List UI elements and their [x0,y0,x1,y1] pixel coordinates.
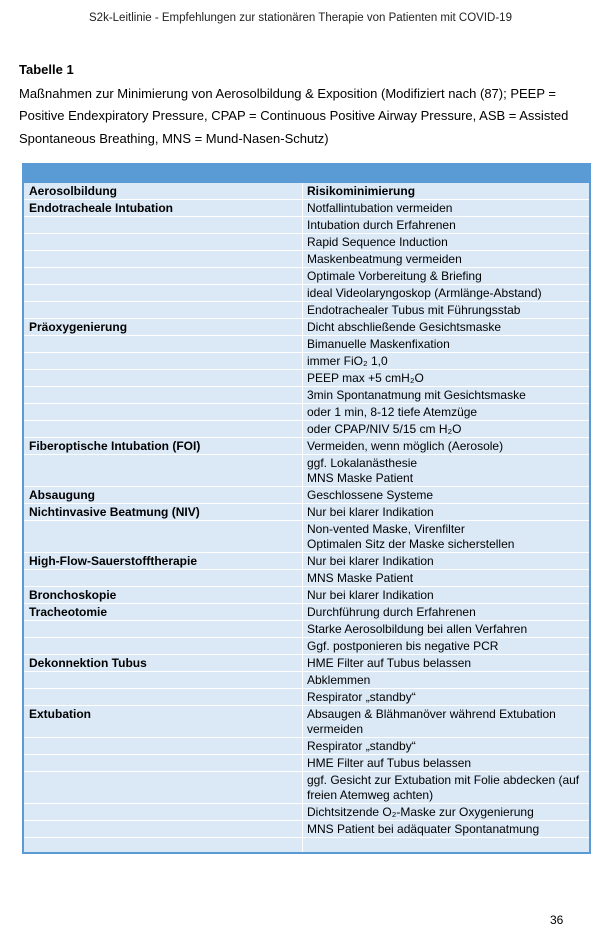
table-row [24,520,589,552]
category-cell [24,336,302,352]
measure-cell: Maskenbeatmung vermeiden [302,251,589,267]
table-row [24,386,589,403]
table-row [24,671,589,688]
measure-cell: Non-vented Maske, Virenfilter Optimalen Sitz der Maske sicherstellen [302,521,589,552]
measure-cell: oder 1 min, 8-12 tiefe Atemzüge [302,404,589,420]
table-row [24,503,589,520]
measure-cell: Nur bei klarer Indikation [302,587,589,603]
table-row [24,369,589,386]
table-row [24,603,589,620]
page-number: 36 [550,913,564,927]
category-cell: Präoxygenierung [29,320,128,334]
category-cell: Nichtinvasive Beatmung (NIV) [29,505,200,519]
category-cell: High-Flow-Sauerstofftherapie [29,554,198,568]
measure-cell: MNS Patient bei adäquater Spontanatmung [302,821,589,837]
measure-cell: Nur bei klarer Indikation [302,553,589,569]
category-cell: Dekonnektion Tubus [29,656,147,670]
category-cell [24,570,302,586]
column-header-risikominimierung: Risikominimierung [302,183,589,199]
category-cell [24,370,302,386]
table-row [24,620,589,637]
category-cell: Fiberoptische Intubation (FOI) [29,439,201,453]
table-row [24,250,589,267]
table-row [24,420,589,437]
table-row [24,569,589,586]
category-cell: Absaugung [29,488,95,502]
empty-cell [24,838,302,852]
measure-cell: Vermeiden, wenn möglich (Aerosole) [302,438,589,454]
measure-cell: HME Filter auf Tubus belassen [302,655,589,671]
category-cell [24,772,302,803]
category-cell: Bronchoskopie [29,588,117,602]
category-cell [24,755,302,771]
measure-cell: Abklemmen [302,672,589,688]
measure-cell: Respirator „standby“ [302,738,589,754]
measure-cell: Durchführung durch Erfahrenen [302,604,589,620]
table-title: Tabelle 1 [19,62,74,77]
table-row [24,335,589,352]
category-cell [24,521,302,552]
table-header-band [24,165,589,183]
table-row [24,199,589,216]
measure-cell: ggf. Lokalanästhesie MNS Maske Patient [302,455,589,486]
table-row [24,454,589,486]
measure-cell: Notfallintubation vermeiden [302,200,589,216]
measure-cell: oder CPAP/NIV 5/15 cm H₂O [302,421,589,437]
empty-cell [302,838,589,852]
measure-cell: 3min Spontanatmung mit Gesichtsmaske [302,387,589,403]
table-row [24,437,589,454]
table-row [24,552,589,569]
table-row [24,352,589,369]
table-row [24,486,589,503]
category-cell [24,804,302,820]
table-row [24,771,589,803]
measure-cell: Geschlossene Systeme [302,487,589,503]
measure-cell: HME Filter auf Tubus belassen [302,755,589,771]
measure-cell: ggf. Gesicht zur Extubation mit Folie abdecken (auf freien Atemweg achten) [302,772,589,803]
category-cell [24,621,302,637]
category-cell [24,421,302,437]
category-cell: Tracheotomie [29,605,108,619]
measure-cell: PEEP max +5 cmH₂O [302,370,589,386]
table-row [24,754,589,771]
category-cell [24,689,302,705]
table-row [24,216,589,233]
category-cell [24,672,302,688]
table-row [24,803,589,820]
aerosol-table [22,163,591,854]
column-header-aerosolbildung: Aerosolbildung [29,184,117,198]
measure-cell: Bimanuelle Maskenfixation [302,336,589,352]
table-row [24,267,589,284]
table-caption: Maßnahmen zur Minimierung von Aerosolbildung & Exposition (Modifiziert nach (87); PEEP = Positive Endexpiratory Pressure, CPAP = Continuous Positive Airway Pressure, ASB = Assisted Spontaneous Breathing, MNS = Mund-Nasen-Schutz) [19,86,569,146]
measure-cell: Respirator „standby“ [302,689,589,705]
category-cell [24,268,302,284]
table-row [24,737,589,754]
measure-cell: Ggf. postponieren bis negative PCR [302,638,589,654]
table-row [24,654,589,671]
category-cell [24,353,302,369]
measure-cell: Nur bei klarer Indikation [302,504,589,520]
measure-cell: Optimale Vorbereitung & Briefing [302,268,589,284]
measure-cell: Dicht abschließende Gesichtsmaske [302,319,589,335]
category-cell: Endotracheale Intubation [29,201,174,215]
category-cell [24,251,302,267]
table-row [24,284,589,301]
category-cell [24,455,302,486]
category-cell [24,234,302,250]
measure-cell: MNS Maske Patient [302,570,589,586]
table-row [24,688,589,705]
table-row [24,586,589,603]
category-cell [24,387,302,403]
measure-cell: Starke Aerosolbildung bei allen Verfahren [302,621,589,637]
category-cell [24,404,302,420]
table-row [24,705,589,737]
table-body [24,183,589,837]
table-row [24,403,589,420]
measure-cell: immer FiO₂ 1,0 [302,353,589,369]
table-row [24,301,589,318]
category-cell [24,738,302,754]
table-row [24,318,589,335]
table-row [24,820,589,837]
category-cell [24,217,302,233]
table-header-row [24,183,589,199]
table-row [24,637,589,654]
measure-cell: Endotrachealer Tubus mit Führungsstab [302,302,589,318]
running-header: S2k-Leitlinie - Empfehlungen zur stationären Therapie von Patienten mit COVID-19 [89,12,512,24]
measure-cell: Intubation durch Erfahrenen [302,217,589,233]
measure-cell: Rapid Sequence Induction [302,234,589,250]
table-empty-row [24,837,589,852]
category-cell: Extubation [29,707,91,721]
measure-cell: Dichtsitzende O₂-Maske zur Oxygenierung [302,804,589,820]
category-cell [24,302,302,318]
measure-cell: ideal Videolaryngoskop (Armlänge-Abstand) [302,285,589,301]
category-cell [24,638,302,654]
category-cell [24,821,302,837]
table-row [24,233,589,250]
measure-cell: Absaugen & Blähmanöver während Extubation vermeiden [302,706,589,737]
category-cell [24,285,302,301]
